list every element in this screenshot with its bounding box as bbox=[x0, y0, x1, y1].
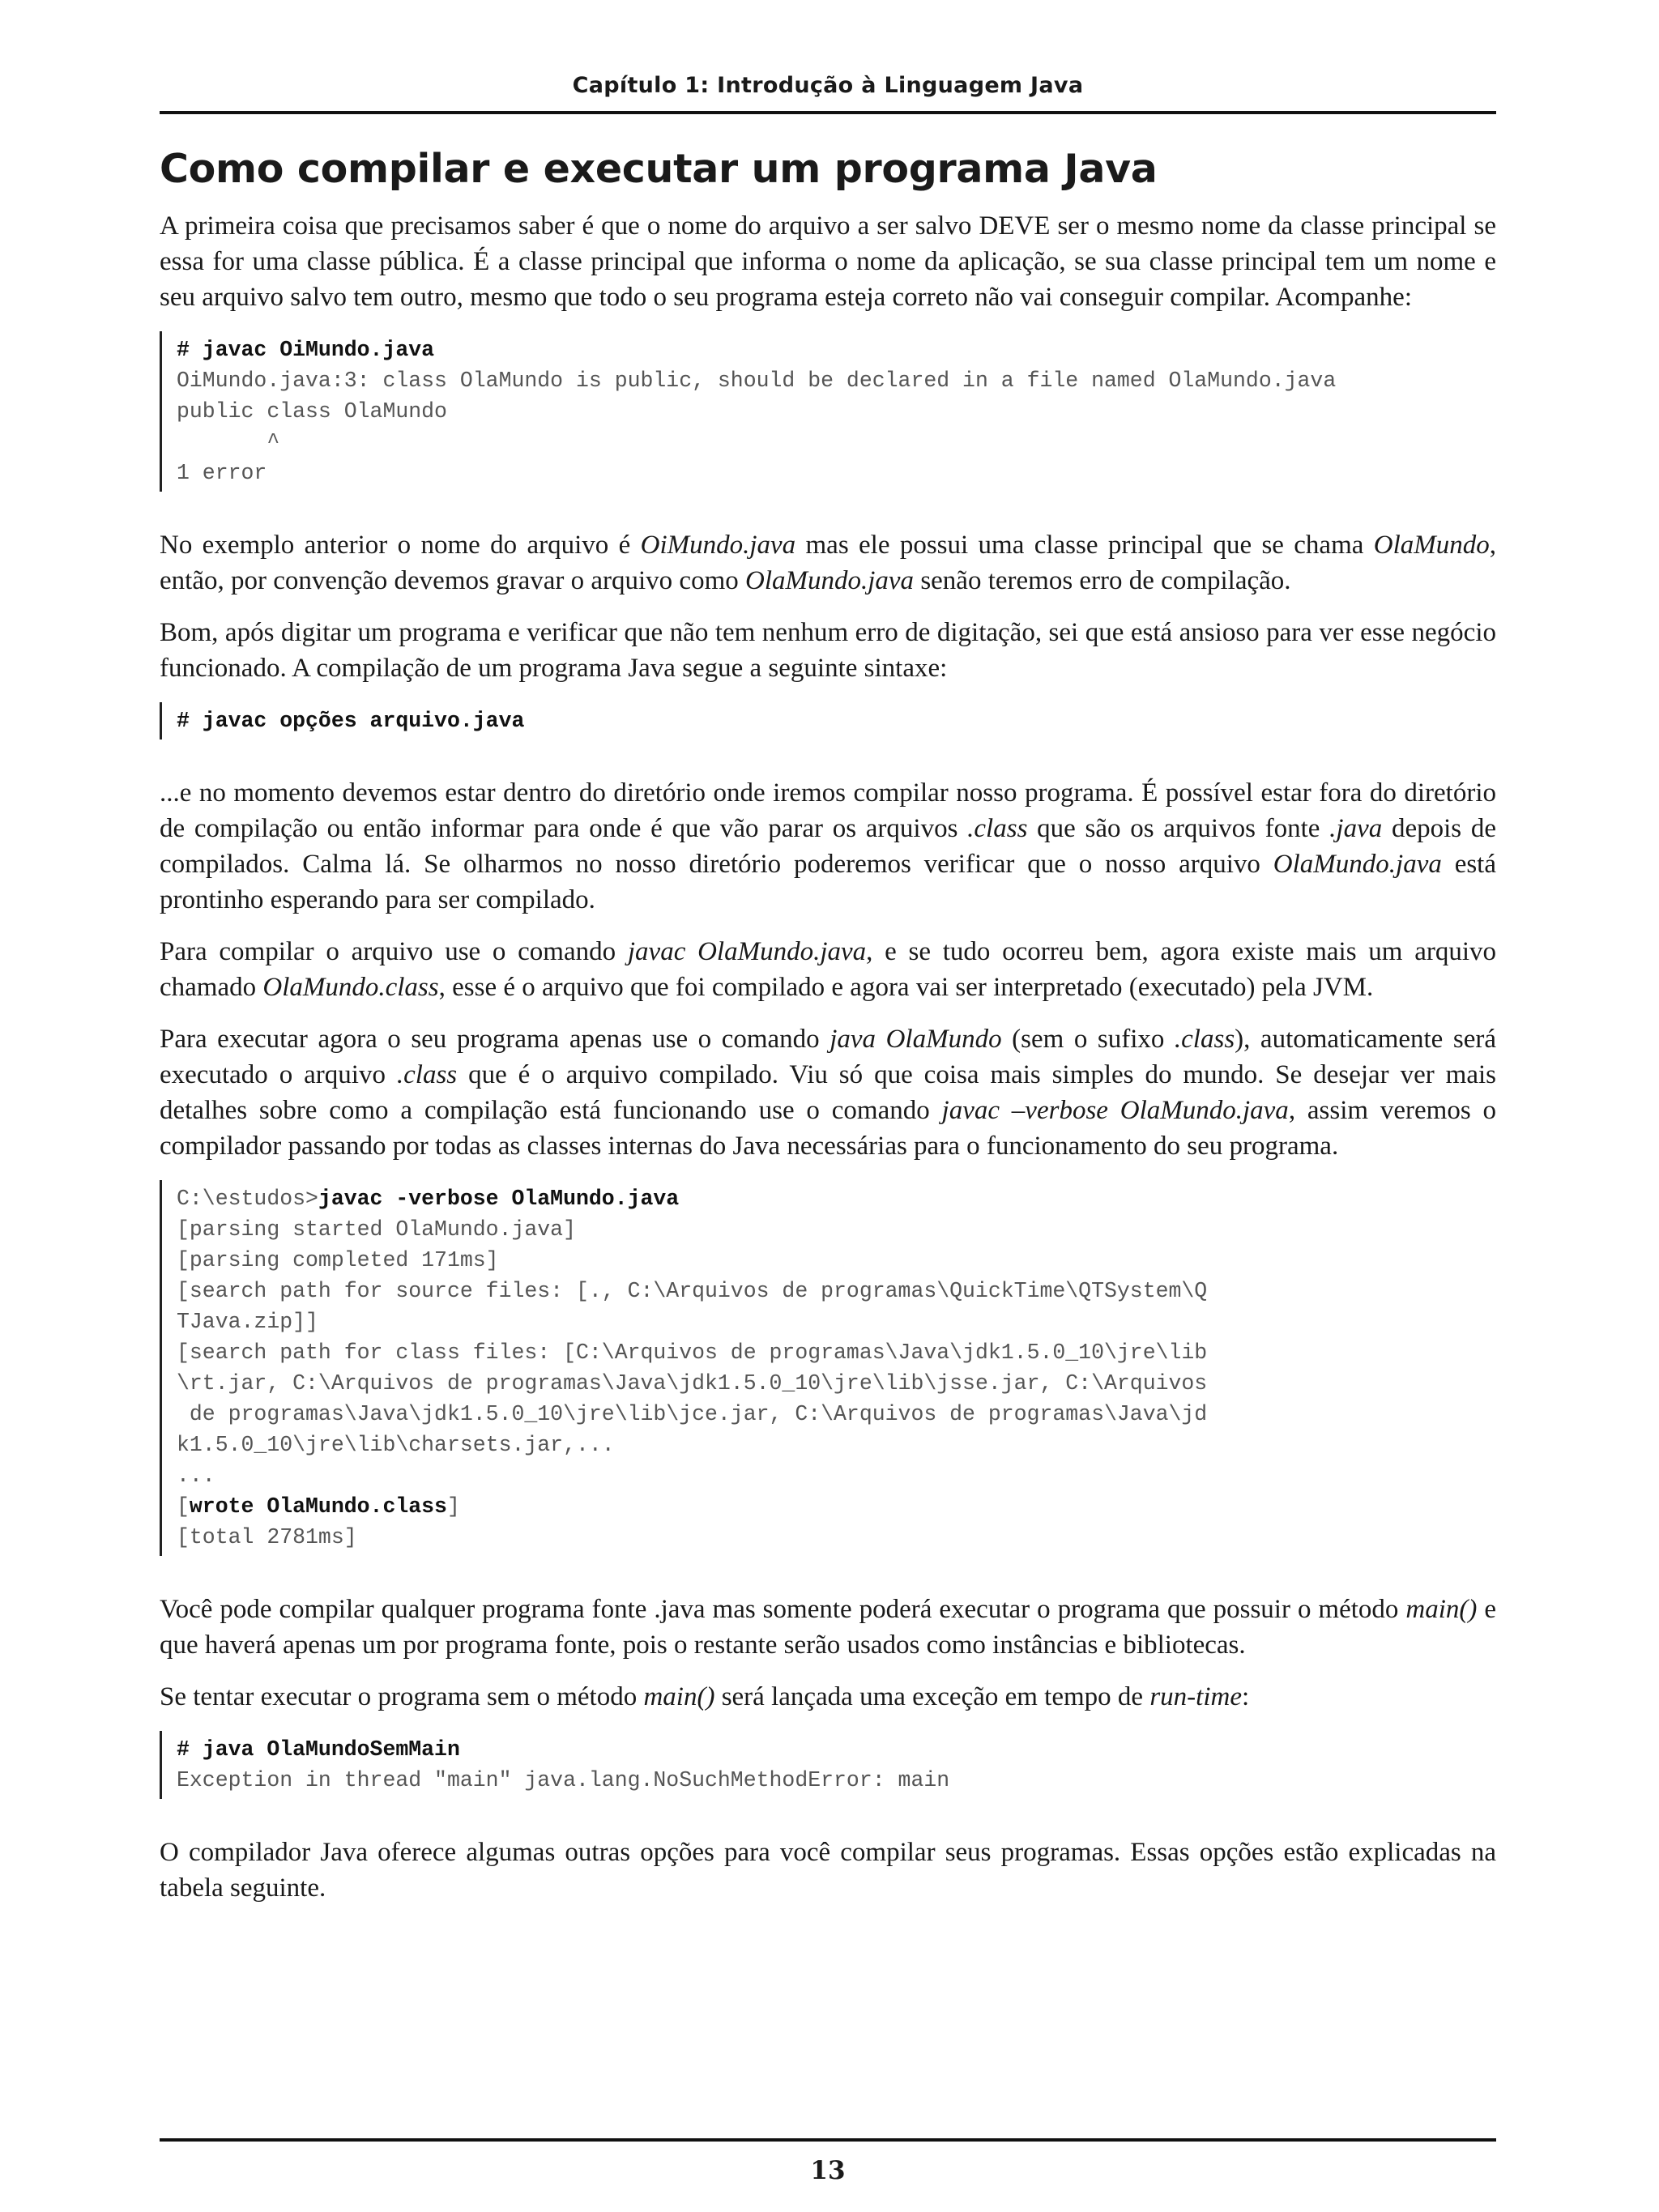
chapter-header: Capítulo 1: Introdução à Linguagem Java bbox=[572, 73, 1084, 98]
code-line: ... bbox=[177, 1463, 215, 1488]
code-block-verbose bbox=[160, 1180, 1496, 1556]
code-line: [total 2781ms] bbox=[177, 1524, 357, 1549]
paragraph-options: O compilador Java oferece algumas outras opções para você compilar seus programas. Essas opções estão explicadas na tabela seguinte. bbox=[160, 1837, 1496, 1903]
paragraph-directory: ...e no momento devemos estar dentro do diretório onde iremos compilar nosso programa. É possível estar fora do diretório de compilação ou então informar para onde é que vão parar os arquivos .class que são os arquivos fonte .java depois de compilados. Calma lá. Se olharmos no nosso diretório poderemos verificar que o nosso arquivo OlaMundo.java está prontinho esperando para ser compilado. bbox=[160, 778, 1496, 914]
code-line: 1 error bbox=[177, 460, 267, 485]
page-content bbox=[160, 146, 1496, 1922]
code-line: [search path for source files: [., C:\Arquivos de programas\QuickTime\QTSystem\Q bbox=[177, 1278, 1208, 1303]
code-line: [parsing completed 171ms] bbox=[177, 1247, 499, 1272]
section-title: Como compilar e executar um programa Java bbox=[160, 146, 1158, 192]
code-line: OiMundo.java:3: class OlaMundo is public, should be declared in a file named OlaMundo.java bbox=[177, 368, 1337, 393]
code-line: \rt.jar, C:\Arquivos de programas\Java\jdk1.5.0_10\jre\lib\jsse.jar, C:\Arquivos bbox=[177, 1370, 1208, 1396]
paragraph-syntax-intro: Bom, após digitar um programa e verificar que não tem nenhum erro de digitação, sei que está ansioso para ver esse negócio funcionado. A compilação de um programa Java segue a seguinte sintaxe: bbox=[160, 617, 1496, 683]
code-line: TJava.zip]] bbox=[177, 1309, 318, 1334]
code-line: de programas\Java\jdk1.5.0_10\jre\lib\jce.jar, C:\Arquivos de programas\Java\jd bbox=[177, 1401, 1208, 1426]
paragraph-execute: Para executar agora o seu programa apenas use o comando java OlaMundo (sem o sufixo .class), automaticamente será executado o arquivo .class que é o arquivo compilado. Viu só que coisa mais simples do mundo. Se desejar ver mais detalhes sobre como a compilação está funcionando use o comando javac –verbose OlaMundo.java, assim veremos o compilador passando por todas as classes internas do Java necessárias para o funcionamento do seu programa. bbox=[160, 1024, 1496, 1161]
code-line: ^ bbox=[177, 429, 280, 454]
document-page bbox=[160, 0, 1496, 2212]
code-command: # javac opções arquivo.java bbox=[177, 708, 525, 733]
paragraph-intro: A primeira coisa que precisamos saber é que o nome do arquivo a ser salvo DEVE ser o mesmo nome da classe principal se essa for uma classe pública. É a classe principal que informa o nome da aplicação, se sua classe principal tem um nome e seu arquivo salvo tem outro, mesmo que todo o seu programa esteja correto não vai conseguir compilar. Acompanhe: bbox=[160, 211, 1496, 312]
paragraph-filename-explanation: No exemplo anterior o nome do arquivo é OiMundo.java mas ele possui uma classe principal que se chama OlaMundo, então, por convenção devemos gravar o arquivo como OlaMundo.java senão teremos erro de compilação. bbox=[160, 530, 1496, 595]
header-rule bbox=[160, 111, 1496, 114]
code-line: [parsing started OlaMundo.java] bbox=[177, 1217, 576, 1242]
code-command-line: C:\estudos>javac -verbose OlaMundo.java bbox=[177, 1186, 680, 1211]
code-line: [search path for class files: [C:\Arquivos de programas\Java\jdk1.5.0_10\jre\lib bbox=[177, 1340, 1208, 1365]
code-line-wrote: [wrote OlaMundo.class] bbox=[177, 1494, 460, 1519]
code-command: # javac OiMundo.java bbox=[177, 337, 435, 362]
code-block-no-main bbox=[160, 1731, 1496, 1799]
code-block-syntax bbox=[160, 702, 1496, 739]
code-command: # java OlaMundoSemMain bbox=[177, 1737, 460, 1762]
paragraph-exception: Se tentar executar o programa sem o método main() será lançada uma exceção em tempo de run-time: bbox=[160, 1681, 1250, 1711]
footer-rule bbox=[160, 2138, 1496, 2142]
paragraph-main-method: Você pode compilar qualquer programa fonte .java mas somente poderá executar o programa que possuir o método main() e que haverá apenas um por programa fonte, pois o restante serão usados como instâncias e bibliotecas. bbox=[160, 1594, 1496, 1660]
code-line: public class OlaMundo bbox=[177, 399, 447, 424]
code-block-compile-error bbox=[160, 331, 1496, 492]
code-line: Exception in thread "main" java.lang.NoSuchMethodError: main bbox=[177, 1767, 950, 1792]
page-number: 13 bbox=[810, 2156, 846, 2185]
paragraph-compile: Para compilar o arquivo use o comando javac OlaMundo.java, e se tudo ocorreu bem, agora existe mais um arquivo chamado OlaMundo.class, esse é o arquivo que foi compilado e agora vai ser interpretado (executado) pela JVM. bbox=[160, 936, 1496, 1002]
code-line: k1.5.0_10\jre\lib\charsets.jar,... bbox=[177, 1432, 615, 1457]
